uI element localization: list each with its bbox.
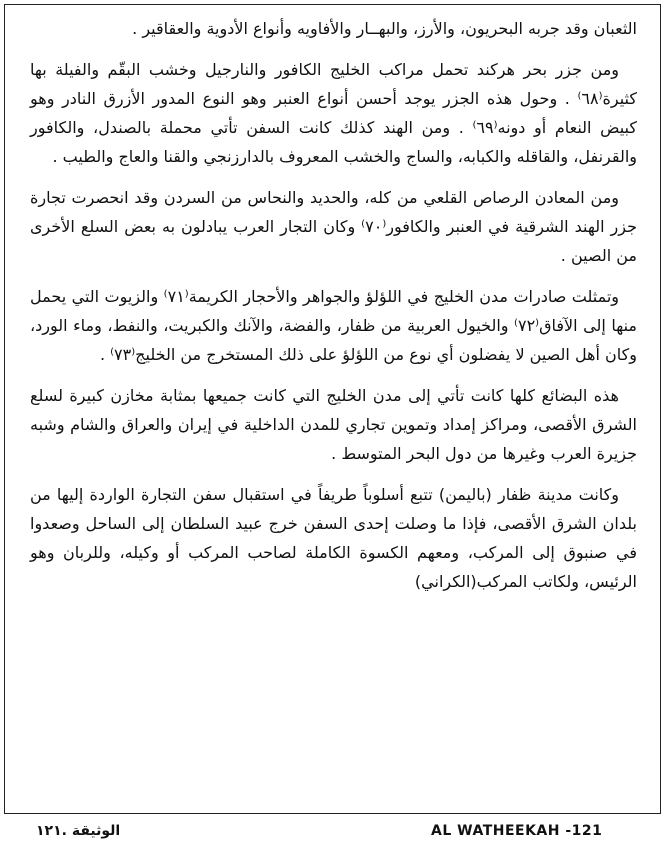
paragraph-1: الثعبان وقد جربه البحريون، والأرز، والبهــار والأفاويه وأنواع الأدوية والعقاقير . bbox=[132, 19, 637, 38]
footer-arabic-page-label: الوثيقة .١٢١ bbox=[36, 823, 121, 839]
footer-latin-page-label: AL WATHEEKAH -121 bbox=[431, 823, 603, 839]
article-body bbox=[30, 14, 637, 608]
page-footer bbox=[6, 823, 661, 845]
paragraph-2: ومن جزر بحر هركند تحمل مراكب الخليج الكافور والنارجيل وخشب البقّم والفيلة بها كثيرة⁽٦٨⁾ . وحول هذه الجزر يوجد أحسن أنواع العنبر وهو النوع المدور الأزرق النادر وهو كبيض النعام أو دونه⁽٦٩⁾ . ومن الهند كذلك كانت السفن تأتي محملة بالصندل، والكافور والقرنفل، والقاقله والكبابه، والساج والخشب المعروف بالدارزنجي والقنا والعاج والطيب . bbox=[30, 60, 637, 166]
paragraph-3: ومن المعادن الرصاص القلعي من كله، والحديد والنحاس من السردن وقد انحصرت تجارة جزر الهند الشرقية في العنبر والكافور⁽٧٠⁾ وكان التجار العرب يبادلون به بعض السلع الأخرى من الصين . bbox=[30, 188, 638, 265]
paragraph-5: هذه البضائع كلها كانت تأتي إلى مدن الخليج التي كانت جميعها بمثابة مخازن كبيرة لسلع الشرق الأقصى، ومراكز إمداد وتموين تجاري للمدن الداخلية في إيران والعراق والشام وشبه جزيرة العرب وغيرها من دول البحر المتوسط . bbox=[30, 386, 637, 463]
paragraph-6: وكانت مدينة ظفار (باليمن) تتبع أسلوباً طريفاً في استقبال سفن التجارة الواردة إليها من بلدان الشرق الأقصى، فإذا ما وصلت إحدى السفن خرج عبيد السلطان إلى الساحل وصعدوا في صنبوق إلى المركب، ومعهم الكسوة الكاملة لصاحب المركب أو وكيله، وللربان وهو الرئيس، ولكاتب المركب(الكراني) bbox=[30, 485, 637, 591]
paragraph-4: وتمثلت صادرات مدن الخليج في اللؤلؤ والجواهر والأحجار الكريمة⁽٧١⁾ والزيوت التي يحمل منها إلى الآفاق⁽٧٢⁾ والخيول العربية من ظفار، والفضة، والآنك والكبريت، والنفط، وماء الورد، وكان أهل الصين لا يفضلون أي نوع من اللؤلؤ على ذلك المستخرج من الخليج⁽٧٣⁾ . bbox=[30, 287, 637, 364]
